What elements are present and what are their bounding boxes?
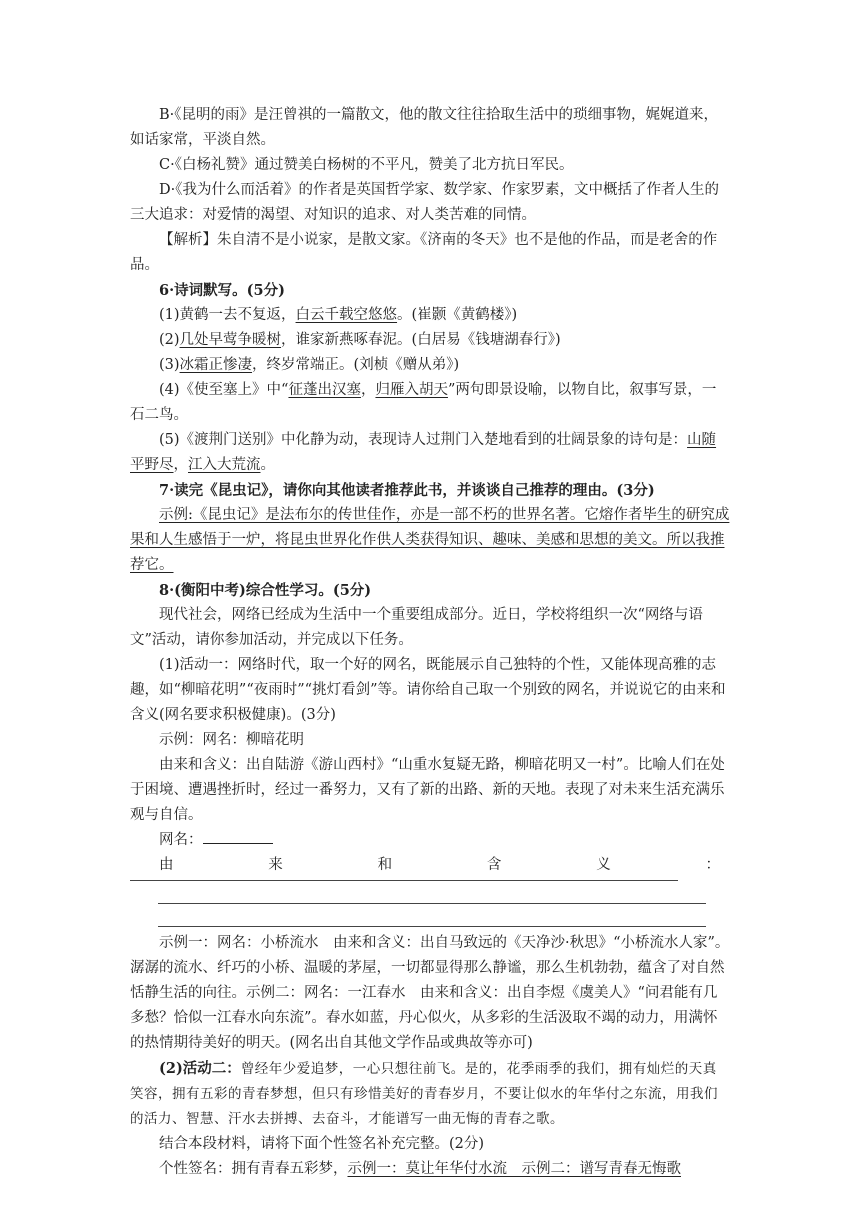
q8-activity-1: (1)活动一：网络时代，取一个好的网名，既能展示自己独特的个性，又能体现高雅的志趣，如“柳暗花明”“夜雨时”“挑灯看剑”等。请你给自己取一个别致的网名，并说说它的由来和含义(网名要求积极健康)。(3分): [130, 657, 726, 723]
q8-example-origin: 由来和含义：出自陆游《游山西村》“山重水复疑无路，柳暗花明又一村”。比喻人们在处于困境、遭遇挫折时，经过一番努力，又有了新的出路、新的天地。表现了对未来生活充满乐观与自信。: [130, 757, 725, 823]
q8-task-2: 结合本段材料，请将下面个性签名补充完整。(2分): [159, 1136, 485, 1152]
q6-line-2: (2)几处早莺争暖树，谁家新燕啄春泥。(白居易《钱塘湖春行》): [159, 332, 561, 348]
q6-line-4: (4)《使至塞上》中“征蓬出汉塞，归雁入胡天”两句即景设喻，以物自比，叙事写景，一石二鸟。: [130, 382, 717, 423]
q5-analysis: 【解析】朱自清不是小说家，是散文家。《济南的冬天》也不是他的作品，而是老舍的作品。: [130, 232, 718, 273]
q8-activity-2: (2)活动二：曾经年少爱追梦，一心只想往前飞。是的，花季雨季的我们，拥有灿烂的天真笑容，拥有五彩的青春梦想，但只有珍惜美好的青春岁月，不要让似水的年华付之东流，用我们的活力、智慧、汗水去拼搏、去奋斗，才能谱写一曲无悔的青春之歌。: [130, 1060, 718, 1127]
q6-line-1: (1)黄鹤一去不复返，白云千载空悠悠。(崔颢《黄鹤楼》): [159, 307, 518, 323]
answer-line-3: [158, 926, 706, 927]
q6-answer-5a: 山随平野尽: [130, 432, 717, 473]
q8-origin-label: 由 来 和 含 义 ：: [159, 857, 720, 873]
q6-title: 6·诗词默写。(5分): [159, 282, 285, 299]
q8-example-name: 示例：网名：柳暗花明: [159, 732, 304, 748]
q6-line-5: (5)《渡荆门送别》中化静为动，表现诗人过荆门入楚地看到的壮阔景象的诗句是：山随平野尽，江入大荒流。: [130, 432, 717, 473]
q8-name-field: 网名：: [130, 828, 730, 853]
document-content: [130, 103, 730, 1182]
q6-answer-4b: 归雁入胡天: [375, 382, 448, 398]
q8-title: 8·(衡阳中考)综合性学习。(5分): [159, 582, 372, 599]
q5-option-b: B·《昆明的雨》是汪曾祺的一篇散文，他的散文往往拾取生活中的琐细事物，娓娓道来，如话家常，平淡自然。: [130, 107, 719, 148]
q8-signature: 个性签名：拥有青春五彩梦，示例一：莫让年华付水流 示例二：谱写青春无悔歌: [159, 1161, 681, 1177]
q6-line-3: (3)冰霜正惨凄，终岁常端正。(刘桢《赠从弟》): [159, 357, 460, 373]
q8-intro: 现代社会，网络已经成为生活中一个重要组成部分。近日，学校将组织一次“网络与语文”活动，请你参加活动，并完成以下任务。: [130, 607, 703, 648]
answer-line-1: [130, 880, 678, 881]
q7-answer: 示例:《昆虫记》是法布尔的传世佳作，亦是一部不朽的世界名著。它熔作者毕生的研究成果和人生感悟于一炉，将昆虫世界化作供人类获得知识、趣味、美感和思想的美文。所以我推荐它。: [130, 507, 730, 573]
q6-answer-2: 几处早莺争暖树: [179, 332, 282, 348]
signature-answer: 示例一：莫让年华付水流 示例二：谱写青春无悔歌: [347, 1161, 681, 1177]
q5-option-d: D·《我为什么而活着》的作者是英国哲学家、数学家、作家罗素，文中概括了作者人生的三大追求：对爱情的渴望、对知识的追求、对人类苦难的同情。: [130, 182, 719, 223]
q6-answer-3: 冰霜正惨凄: [179, 357, 253, 373]
q7-title: 7·读完《昆虫记》，请你向其他读者推荐此书，并谈谈自己推荐的理由。(3分): [159, 482, 655, 499]
q5-option-c: C·《白杨礼赞》通过赞美白杨树的不平凡，赞美了北方抗日军民。: [159, 157, 574, 173]
q6-answer-1: 白云千载空悠悠: [295, 307, 398, 323]
q6-answer-5b: 江入大荒流: [188, 457, 261, 473]
q6-answer-4a: 征蓬出汉塞: [288, 382, 361, 398]
answer-line-2: [158, 903, 706, 904]
q8-answer-1: 示例一：网名：小桥流水 由来和含义：出自马致远的《天净沙·秋思》“小桥流水人家”。潺潺的流水、纤巧的小桥、温暖的茅屋，一切都显得那么静谧，那么生机勃勃，蕴含了对自然恬静生活的向往。示例二：网名：一江春水 由来和含义：出自李煜《虞美人》“问君能有几多愁？恰似一江春水向东流”。春水如蓝，丹心似火，从多彩的生活汲取不竭的动力，用满怀的热情期待美好的明天。(网名出自其他文学作品或典故等亦可): [130, 935, 730, 1051]
name-blank: [203, 829, 273, 844]
